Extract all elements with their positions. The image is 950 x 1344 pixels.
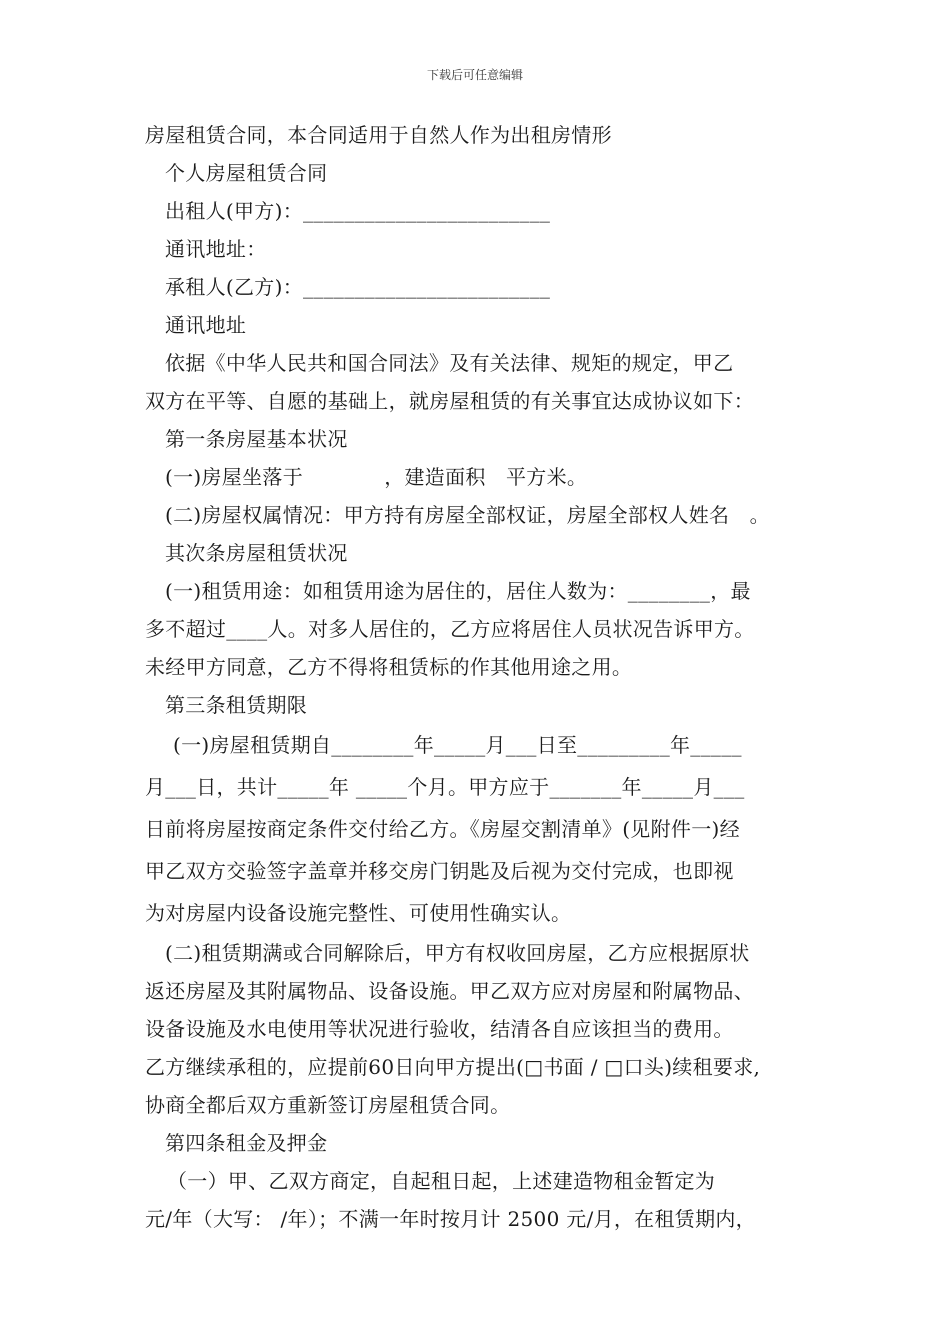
clause-line: (二)房屋权属情况：甲方持有房屋全部权证，房屋全部权人姓名 。 [165, 503, 770, 527]
clause-line: (二)租赁期满或合同解除后，甲方有权收回房屋，乙方应根据原状 [165, 941, 750, 965]
page-header: 下载后可任意编辑 [426, 68, 523, 82]
article-heading: 第三条租赁期限 [165, 693, 308, 717]
clause-line: （一）甲、乙双方商定，自起租日起，上述建造物租金暂定为 [167, 1169, 716, 1193]
clause-line: 甲乙双方交验签字盖章并移交房门钥匙及后视为交付完成，也即视 [145, 859, 734, 883]
clause-line: (一)租赁用途：如租赁用途为居住的，居住人数为：________，最 [165, 579, 751, 603]
clause-line: 元/年（大写： /年）；不满一年时按月计 2500 元/月，在租赁期内， [145, 1207, 756, 1231]
article-heading: 第一条房屋基本状况 [165, 427, 348, 451]
contract-body [145, 116, 821, 1238]
clause-line: 月___日，共计_____年 _____个月。甲方应于_______年_____月___ [145, 775, 745, 799]
lessee-line: 承租人(乙方)：________________________ [165, 275, 551, 299]
clause-line: 设备设施及水电使用等状况进行验收，结清各自应该担当的费用。 [145, 1017, 734, 1041]
lessor-address: 通讯地址： [165, 237, 267, 261]
clause-line: (一)房屋坐落于 ，建造面积 平方米。 [165, 465, 588, 489]
clause-line: 乙方继续承租的，应提前60日向甲方提出(□书面 / □口头)续租要求, [145, 1055, 761, 1079]
clause-line: 返还房屋及其附属物品、设备设施。甲乙双方应对房屋和附属物品、 [145, 979, 754, 1003]
lessor-line: 出租人(甲方)：________________________ [165, 199, 551, 223]
preamble-line: 双方在平等、自愿的基础上，就房屋租赁的有关事宜达成协议如下： [145, 389, 754, 413]
lessee-address: 通讯地址 [165, 313, 247, 337]
clause-line: 多不超过____人。对多人居住的，乙方应将居住人员状况告诉甲方。 [145, 617, 755, 641]
preamble-line: 依据《中华人民共和国合同法》及有关法律、规矩的规定，甲乙 [165, 351, 734, 375]
contract-title: 个人房屋租赁合同 [165, 161, 328, 185]
clause-line: 未经甲方同意，乙方不得将租赁标的作其他用途之用。 [145, 655, 633, 679]
clause-line: (一)房屋租赁期自________年_____月___日至_________年_____ [173, 733, 742, 757]
clause-line: 为对房屋内设备设施完整性、可使用性确实认。 [145, 901, 572, 925]
clause-line: 日前将房屋按商定条件交付给乙方。《房屋交割清单》(见附件一)经 [145, 817, 740, 841]
doc-title-line: 房屋租赁合同，本合同适用于自然人作为出租房情形 [145, 123, 612, 147]
article-heading: 其次条房屋租赁状况 [165, 541, 348, 565]
clause-line: 协商全都后双方重新签订房屋租赁合同。 [145, 1093, 511, 1117]
article-heading: 第四条租金及押金 [165, 1131, 328, 1155]
